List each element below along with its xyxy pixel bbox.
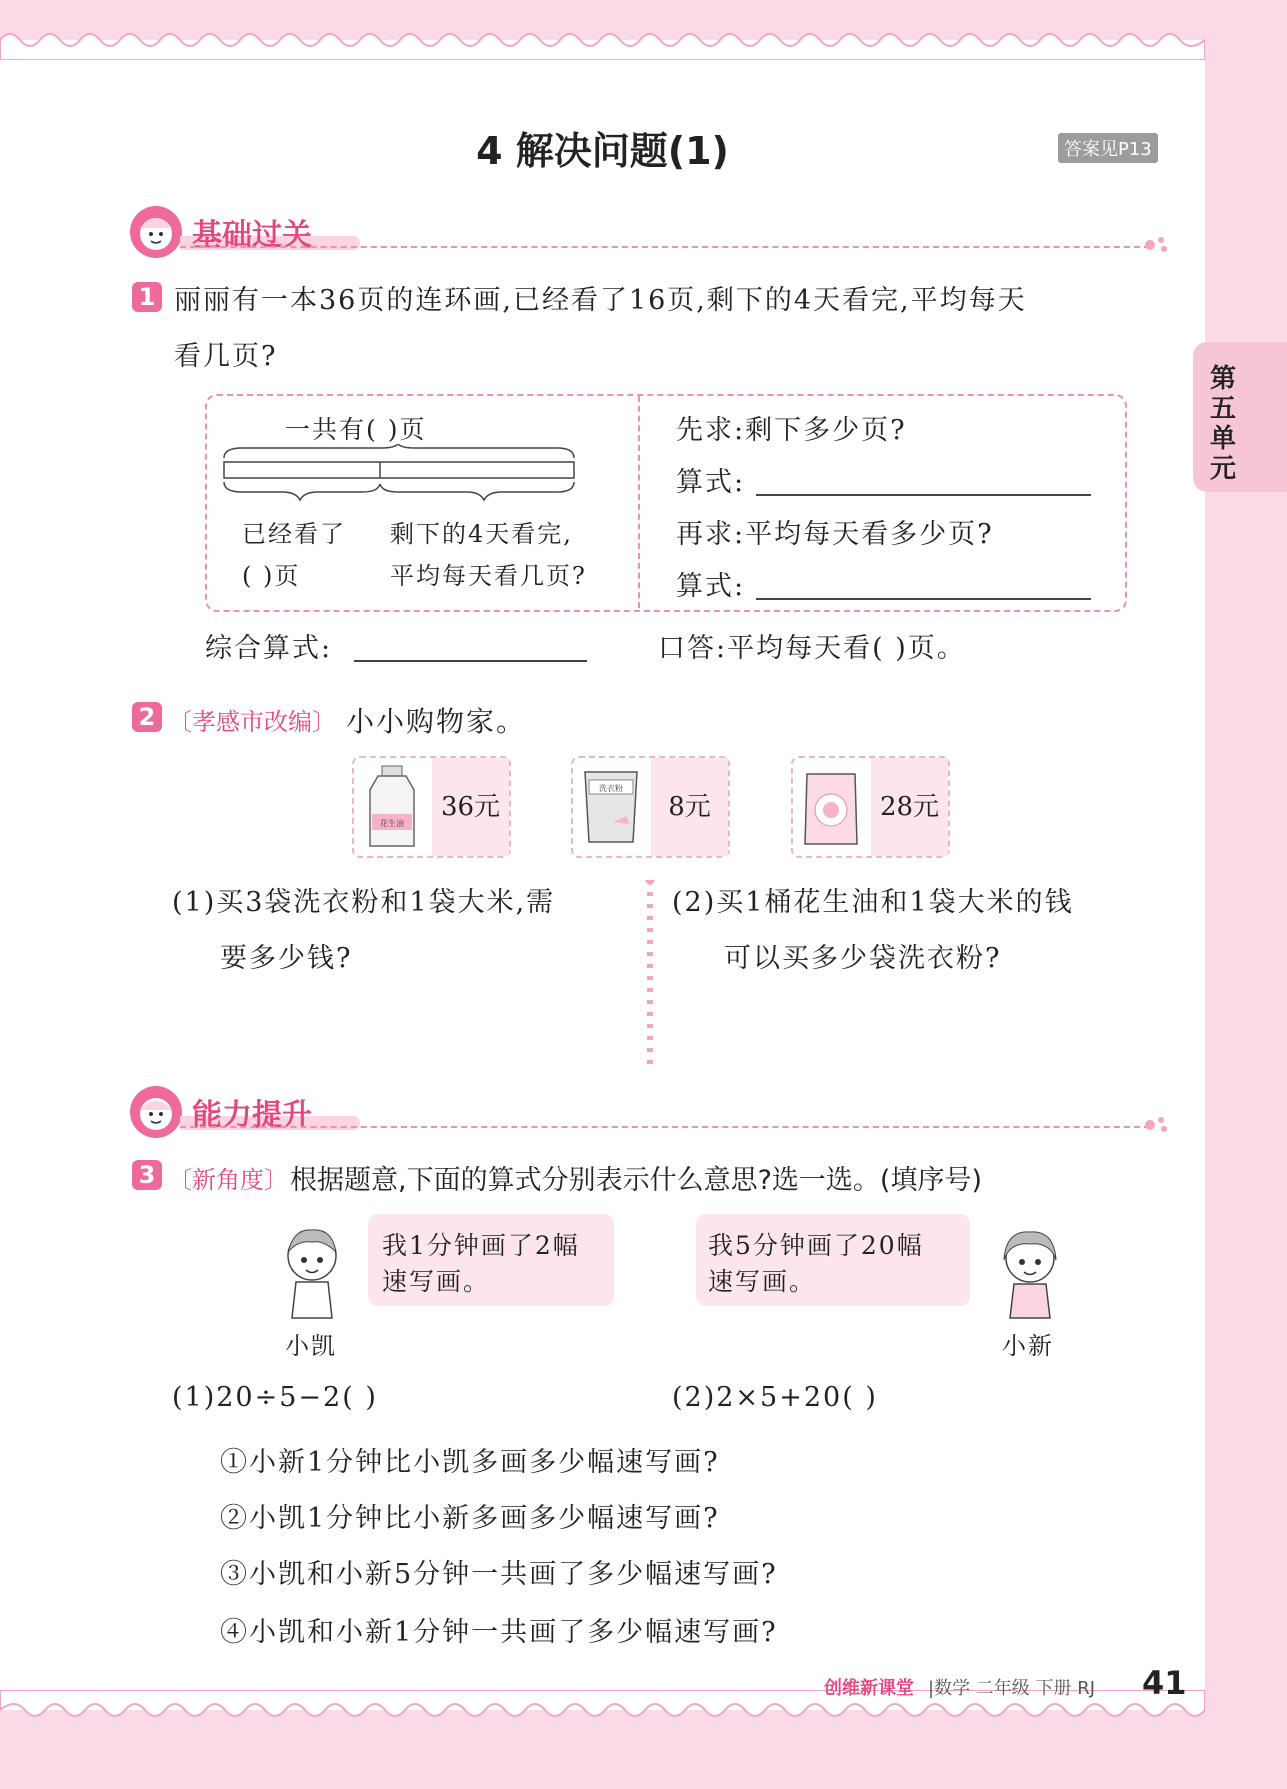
page-number: 41 — [1142, 1664, 1187, 1702]
boy-xiaokai-icon — [272, 1220, 352, 1320]
section-divider — [180, 1126, 1150, 1128]
q1-combined-label: 综合算式: — [205, 633, 333, 664]
section-divider — [180, 246, 1150, 248]
top-wave-border — [0, 20, 1205, 60]
q1-formula1-label: 算式: — [676, 467, 746, 498]
answer-reference-badge: 答案见P13 — [1058, 133, 1158, 163]
oil-bottle-icon — [354, 758, 430, 856]
question-2-number: 2 — [132, 702, 162, 732]
xiaoxin-name: 小新 — [1002, 1332, 1054, 1360]
q3-title: 根据题意,下面的算式分别表示什么意思?选一选。(填序号) — [290, 1165, 982, 1196]
q2-source-tag: 〔孝感市改编〕 — [168, 708, 336, 736]
xiaoxin-bubble-line2: 速写画。 — [708, 1267, 817, 1296]
q3-expression-2: (2)2×5+20( ) — [672, 1382, 878, 1413]
q1-text-line2: 看几页? — [174, 341, 278, 372]
q2-title: 小小购物家。 — [346, 705, 527, 738]
unit-side-tab-label: 第五单元 — [1209, 364, 1236, 484]
q1-combined-blank[interactable] — [354, 660, 587, 662]
q3-option-4: ④小凯和小新1分钟一共画了多少幅速写画? — [220, 1617, 778, 1648]
q3-option-2: ②小凯1分钟比小新多画多少幅速写画? — [220, 1503, 720, 1534]
price-detergent: 8元 — [651, 758, 728, 856]
line-segment-diagram — [222, 444, 577, 506]
q1-formula2-label: 算式: — [676, 571, 746, 602]
question-1-number: 1 — [132, 282, 162, 312]
price-card-rice — [791, 756, 950, 858]
diagram-read-label-2: ( )页 — [242, 562, 301, 590]
dots-decoration-icon — [1144, 1114, 1170, 1136]
q2-sub1-line2: 要多少钱? — [220, 943, 353, 974]
diagram-total-label: 一共有( )页 — [285, 415, 427, 444]
q2-sub1-line1: (1)买3袋洗衣粉和1袋大米,需 — [172, 887, 556, 918]
q3-expression-1: (1)20÷5−2( ) — [172, 1382, 378, 1413]
diagram-read-label-1: 已经看了 — [242, 520, 346, 548]
q1-step1-prompt: 先求:剩下多少页? — [676, 415, 907, 446]
footer-info: |数学 二年级 下册 RJ — [928, 1678, 1096, 1699]
q1-text-line1: 丽丽有一本36页的连环画,已经看了16页,剩下的4天看完,平均每天 — [174, 285, 1027, 316]
q1-box-divider — [638, 396, 640, 608]
q1-step2-prompt: 再求:平均每天看多少页? — [676, 519, 994, 550]
price-card-detergent — [571, 756, 730, 858]
unit-side-tab — [1193, 342, 1287, 492]
diagram-rest-label-1: 剩下的4天看完, — [390, 520, 573, 548]
rice-bag-icon — [793, 758, 869, 856]
girl-xiaoxin-icon — [990, 1220, 1070, 1320]
boy-avatar-icon — [128, 1084, 184, 1140]
q2-sub2-line2: 可以买多少袋洗衣粉? — [724, 943, 1002, 974]
q2-sub2-line1: (2)买1桶花生油和1袋大米的钱 — [672, 887, 1074, 918]
price-oil: 36元 — [432, 758, 509, 856]
xiaoxin-bubble-line1: 我5分钟画了20幅 — [708, 1231, 924, 1260]
xiaokai-bubble-line1: 我1分钟画了2幅 — [382, 1231, 580, 1260]
q1-formula1-blank[interactable] — [756, 494, 1091, 496]
section-basic-heading: 基础过关 — [192, 218, 312, 253]
q1-formula2-blank[interactable] — [756, 598, 1091, 600]
price-card-oil — [352, 756, 511, 858]
hearts-divider — [642, 880, 658, 1066]
oil-label-text: 花生油 — [380, 819, 404, 828]
xiaokai-name: 小凯 — [285, 1332, 337, 1360]
xiaokai-bubble-line2: 速写画。 — [382, 1267, 491, 1296]
section-advanced-heading: 能力提升 — [192, 1098, 312, 1133]
q1-answer-line: 口答:平均每天看( )页。 — [658, 633, 966, 664]
page-title: 4 解决问题(1) — [476, 129, 729, 173]
footer-brand: 创维新课堂 — [824, 1678, 914, 1699]
detergent-bag-icon — [573, 758, 649, 856]
q3-option-3: ③小凯和小新5分钟一共画了多少幅速写画? — [220, 1559, 778, 1590]
detergent-label-text: 洗衣粉 — [599, 784, 623, 793]
q3-option-1: ①小新1分钟比小凯多画多少幅速写画? — [220, 1447, 720, 1478]
dots-decoration-icon — [1144, 234, 1170, 256]
q3-source-tag: 〔新角度〕 — [168, 1166, 288, 1194]
question-3-number: 3 — [132, 1160, 162, 1190]
price-rice: 28元 — [871, 758, 948, 856]
girl-avatar-icon — [128, 204, 184, 260]
diagram-rest-label-2: 平均每天看几页? — [390, 562, 587, 590]
